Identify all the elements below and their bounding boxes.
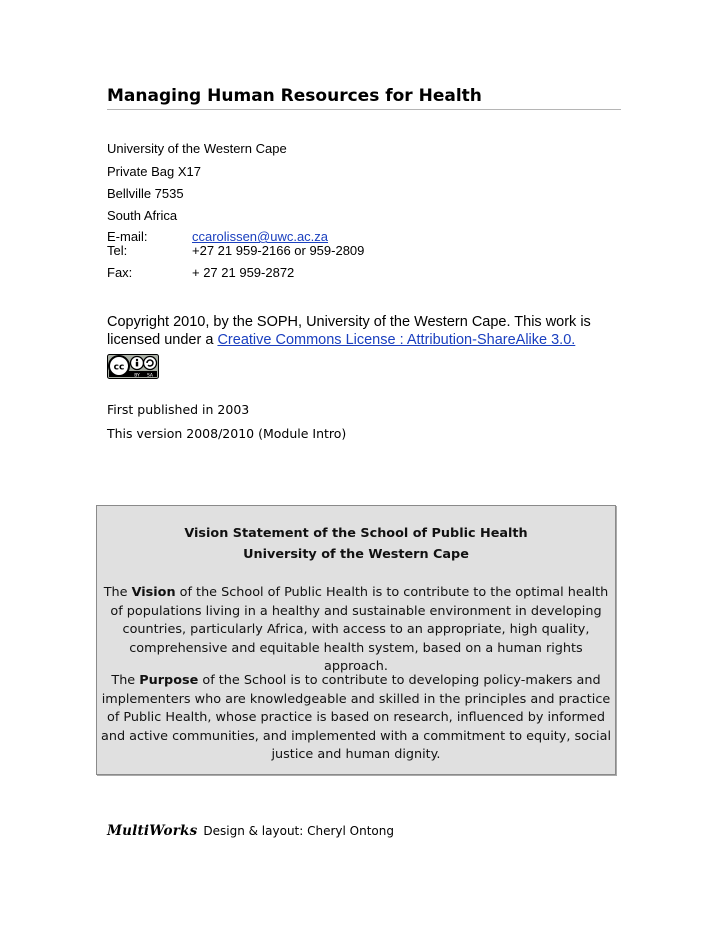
cc-logo-text: cc	[113, 362, 125, 373]
purpose-pre: The	[111, 673, 140, 688]
vision-text: of the School of Public Health is to contribute to the optimal health of populations living in a healthy and sustainable environment in developing countries, particularly Africa, with access to an appropriate, high quality, comprehensive and equitable health system, based on a human rights approach.	[110, 585, 609, 674]
fax-label: Fax:	[107, 265, 133, 280]
vision-statement-box	[96, 505, 616, 775]
version-info: This version 2008/2010 (Module Intro)	[107, 426, 347, 441]
vision-keyword: Vision	[131, 585, 176, 600]
sa-label: SA	[146, 373, 154, 379]
first-published: First published in 2003	[107, 402, 250, 417]
vision-pre: The	[103, 585, 132, 600]
design-credit: Design & layout: Cheryl Ontong	[203, 824, 394, 838]
purpose-keyword: Purpose	[139, 673, 199, 688]
email-row	[107, 229, 329, 244]
purpose-paragraph	[97, 672, 615, 765]
copyright-notice	[107, 313, 607, 349]
fax-row	[107, 265, 295, 280]
purpose-text: of the School is to contribute to developing policy-makers and implementers who are knowledgeable and skilled in the principles and practice of Public Health, whose practice is based on research, influenced by informed and active communities, and implemented with a commitment to equity, social justice and human dignity.	[101, 673, 611, 762]
tel-label: Tel:	[107, 243, 128, 258]
vision-heading: Vision Statement of the School of Public Health	[184, 526, 528, 541]
vision-subheading: University of the Western Cape	[243, 547, 469, 562]
multiworks-logo: MultiWorks	[107, 823, 198, 839]
tel-row	[107, 243, 365, 258]
address-line-2: Private Bag X17	[107, 164, 201, 179]
cc-license-link[interactable]: Creative Commons License : Attribution-ShareAlike 3.0.	[217, 332, 576, 348]
tel-value: +27 21 959-2166 or 959-2809	[192, 243, 365, 258]
address-line-1: University of the Western Cape	[107, 141, 287, 156]
fax-value: + 27 21 959-2872	[192, 265, 295, 280]
copyright-text: Copyright 2010, by the SOPH, University of the Western Cape. This work is licensed under a	[107, 314, 591, 348]
address-line-4: South Africa	[107, 208, 178, 223]
by-label: BY	[134, 373, 140, 379]
footer-credits	[107, 823, 394, 839]
email-label: E-mail:	[107, 229, 148, 244]
cc-by-sa-icon[interactable]	[107, 354, 159, 379]
address-line-3: Bellville 7535	[107, 186, 184, 201]
document-title: Managing Human Resources for Health	[107, 86, 621, 110]
vision-paragraph	[97, 584, 615, 677]
email-link[interactable]: ccarolissen@uwc.ac.za	[192, 229, 329, 244]
